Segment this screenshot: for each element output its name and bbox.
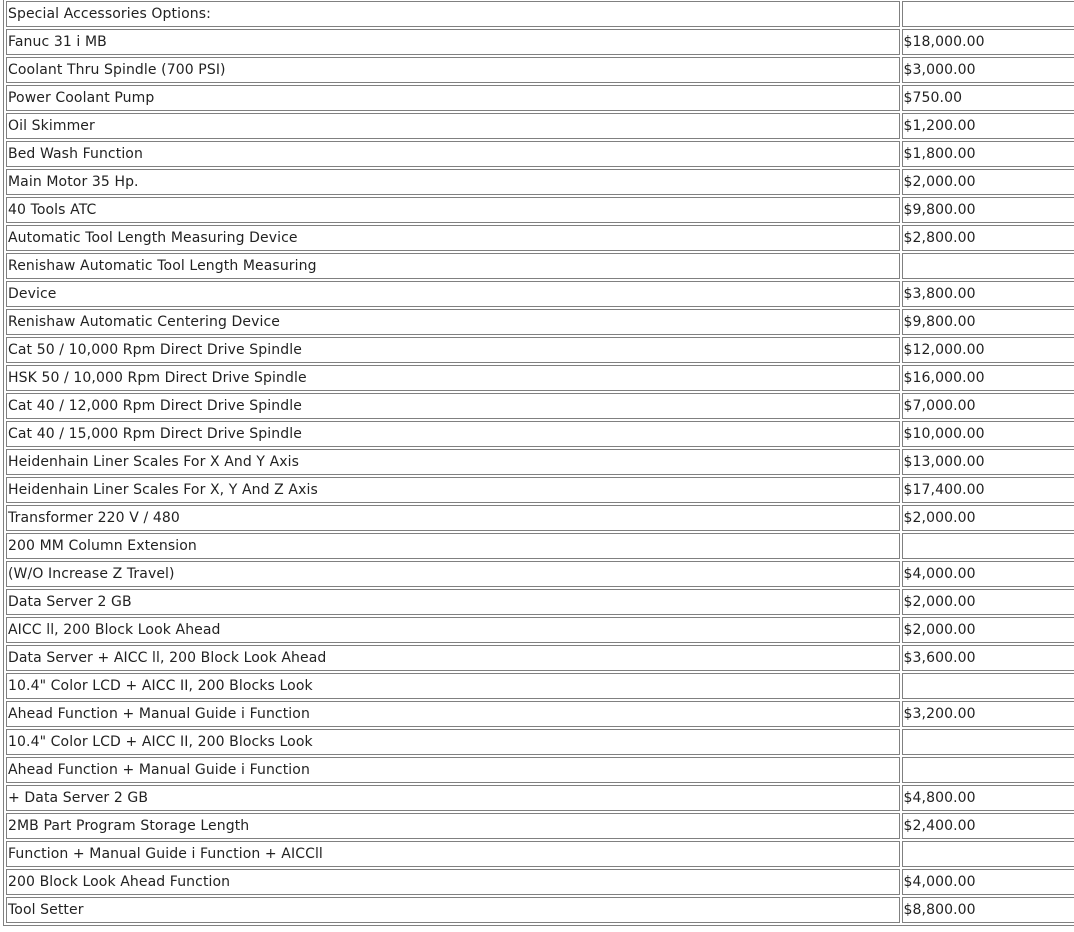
table-row	[6, 757, 1074, 783]
price-cell: $3,000.00	[902, 57, 1074, 83]
price-cell: $1,800.00	[902, 141, 1074, 167]
table-row	[6, 617, 1074, 643]
price-cell: $750.00	[902, 85, 1074, 111]
price-cell: $17,400.00	[902, 477, 1074, 503]
item-cell: Cat 40 / 12,000 Rpm Direct Drive Spindle	[6, 393, 900, 419]
table-row	[6, 1, 1074, 27]
table-row	[6, 673, 1074, 699]
price-cell: $9,800.00	[902, 197, 1074, 223]
table-row	[6, 141, 1074, 167]
table-row	[6, 841, 1074, 867]
table-row	[6, 533, 1074, 559]
item-cell: Ahead Function + Manual Guide i Function	[6, 757, 900, 783]
table-row	[6, 869, 1074, 895]
price-cell	[902, 533, 1074, 559]
item-cell: Power Coolant Pump	[6, 85, 900, 111]
price-cell: $3,600.00	[902, 645, 1074, 671]
price-cell: $4,000.00	[902, 561, 1074, 587]
item-cell: Special Accessories Options:	[6, 1, 900, 27]
item-cell: Heidenhain Liner Scales For X And Y Axis	[6, 449, 900, 475]
item-cell: (W/O Increase Z Travel)	[6, 561, 900, 587]
item-cell: Bed Wash Function	[6, 141, 900, 167]
price-cell: $4,000.00	[902, 869, 1074, 895]
item-cell: 40 Tools ATC	[6, 197, 900, 223]
table-row	[6, 393, 1074, 419]
item-cell: Transformer 220 V / 480	[6, 505, 900, 531]
item-cell: Tool Setter	[6, 897, 900, 923]
price-cell: $13,000.00	[902, 449, 1074, 475]
item-cell: 10.4" Color LCD + AICC II, 200 Blocks Look	[6, 729, 900, 755]
page	[3, 0, 1074, 926]
item-cell: Data Server + AICC ll, 200 Block Look Ahead	[6, 645, 900, 671]
item-cell: Heidenhain Liner Scales For X, Y And Z Axis	[6, 477, 900, 503]
table-row	[6, 225, 1074, 251]
table-row	[6, 449, 1074, 475]
table-row	[6, 29, 1074, 55]
price-cell: $4,800.00	[902, 785, 1074, 811]
table-row	[6, 645, 1074, 671]
price-cell	[902, 757, 1074, 783]
item-cell: Renishaw Automatic Centering Device	[6, 309, 900, 335]
price-cell: $2,000.00	[902, 505, 1074, 531]
table-row	[6, 505, 1074, 531]
table-row	[6, 477, 1074, 503]
item-cell: Coolant Thru Spindle (700 PSI)	[6, 57, 900, 83]
accessories-price-table	[3, 0, 1074, 926]
price-cell: $2,400.00	[902, 813, 1074, 839]
item-cell: 200 Block Look Ahead Function	[6, 869, 900, 895]
item-cell: Function + Manual Guide i Function + AICCll	[6, 841, 900, 867]
item-cell: + Data Server 2 GB	[6, 785, 900, 811]
item-cell: HSK 50 / 10,000 Rpm Direct Drive Spindle	[6, 365, 900, 391]
table-row	[6, 589, 1074, 615]
item-cell: Oil Skimmer	[6, 113, 900, 139]
table-row	[6, 897, 1074, 923]
table-row	[6, 113, 1074, 139]
price-cell	[902, 673, 1074, 699]
price-cell	[902, 253, 1074, 279]
price-cell: $12,000.00	[902, 337, 1074, 363]
price-cell: $2,000.00	[902, 169, 1074, 195]
price-cell: $3,800.00	[902, 281, 1074, 307]
item-cell: Fanuc 31 i MB	[6, 29, 900, 55]
price-cell: $9,800.00	[902, 309, 1074, 335]
item-cell: Automatic Tool Length Measuring Device	[6, 225, 900, 251]
table-body	[6, 1, 1074, 923]
item-cell: Device	[6, 281, 900, 307]
table-row	[6, 281, 1074, 307]
item-cell: Cat 40 / 15,000 Rpm Direct Drive Spindle	[6, 421, 900, 447]
price-cell: $18,000.00	[902, 29, 1074, 55]
item-cell: 200 MM Column Extension	[6, 533, 900, 559]
table-row	[6, 85, 1074, 111]
price-cell	[902, 729, 1074, 755]
table-row	[6, 365, 1074, 391]
item-cell: Main Motor 35 Hp.	[6, 169, 900, 195]
item-cell: Data Server 2 GB	[6, 589, 900, 615]
item-cell: 2MB Part Program Storage Length	[6, 813, 900, 839]
price-cell: $2,000.00	[902, 617, 1074, 643]
item-cell: Ahead Function + Manual Guide i Function	[6, 701, 900, 727]
price-cell	[902, 841, 1074, 867]
table-row	[6, 813, 1074, 839]
price-cell	[902, 1, 1074, 27]
price-cell: $10,000.00	[902, 421, 1074, 447]
item-cell: Cat 50 / 10,000 Rpm Direct Drive Spindle	[6, 337, 900, 363]
table-row	[6, 701, 1074, 727]
price-cell: $2,800.00	[902, 225, 1074, 251]
price-cell: $7,000.00	[902, 393, 1074, 419]
table-row	[6, 421, 1074, 447]
item-cell: Renishaw Automatic Tool Length Measuring	[6, 253, 900, 279]
table-row	[6, 337, 1074, 363]
item-cell: 10.4" Color LCD + AICC II, 200 Blocks Look	[6, 673, 900, 699]
table-row	[6, 729, 1074, 755]
price-cell: $1,200.00	[902, 113, 1074, 139]
table-row	[6, 785, 1074, 811]
price-cell: $8,800.00	[902, 897, 1074, 923]
price-cell: $16,000.00	[902, 365, 1074, 391]
table-row	[6, 309, 1074, 335]
price-cell: $2,000.00	[902, 589, 1074, 615]
table-row	[6, 57, 1074, 83]
table-row	[6, 253, 1074, 279]
price-cell: $3,200.00	[902, 701, 1074, 727]
table-row	[6, 561, 1074, 587]
item-cell: AICC ll, 200 Block Look Ahead	[6, 617, 900, 643]
table-row	[6, 197, 1074, 223]
table-row	[6, 169, 1074, 195]
